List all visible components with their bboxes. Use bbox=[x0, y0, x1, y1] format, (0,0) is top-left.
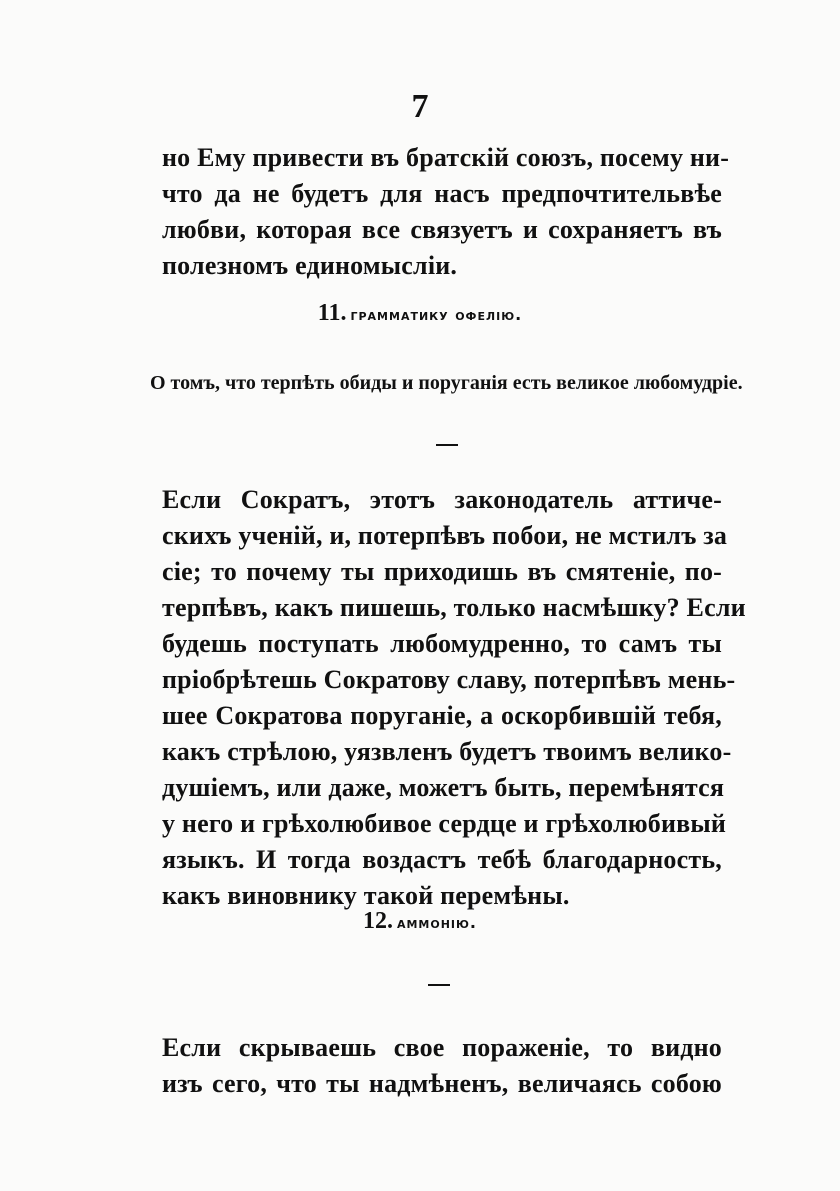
text-line: что да не будетъ для насъ предпочтительвѣе bbox=[162, 179, 722, 208]
text-line: Если Сократъ, этотъ законодатель аттиче- bbox=[162, 485, 722, 514]
page-number: 7 bbox=[411, 88, 429, 125]
letter-12-body bbox=[162, 1030, 722, 1102]
letter-12-heading bbox=[0, 908, 840, 935]
text-line: скихъ ученій, и, потерпѣвъ побои, не мстилъ за bbox=[162, 521, 728, 550]
text-line: языкъ. И тогда воздастъ тебѣ благодарность, bbox=[162, 845, 722, 874]
letter-11-heading bbox=[0, 300, 840, 327]
letter-number: 11. bbox=[317, 300, 347, 326]
text-line: какъ стрѣлою, уязвленъ будетъ твоимъ велико- bbox=[162, 737, 732, 766]
text-line: но Ему привести въ братскій союзъ, посему ни- bbox=[162, 143, 730, 172]
text-line: пріобрѣтешь Сократову славу, потерпѣвъ мень- bbox=[162, 665, 736, 694]
text-line: любви, которая все связуетъ и сохраняетъ въ bbox=[162, 215, 722, 244]
text-line: будешь поступать любомудренно, то самъ ты bbox=[162, 629, 722, 658]
text-line: изъ сего, что ты надмѣненъ, величаясь собою bbox=[162, 1069, 722, 1098]
letter-addressee: грамматику офелію. bbox=[350, 305, 523, 324]
separator-dash bbox=[436, 444, 458, 446]
letter-addressee: аммонію. bbox=[396, 913, 478, 932]
text-line: какъ виновнику такой перемѣны. bbox=[162, 881, 570, 910]
text-line: Если скрываешь свое пораженіе, то видно bbox=[162, 1033, 722, 1062]
text-line: терпѣвъ, какъ пишешь, только насмѣшку? Если bbox=[162, 593, 746, 622]
letter-11-subtitle: О томъ, что терпѣть обиды и поруганія есть великое любомудріе. bbox=[150, 372, 743, 394]
letter-number: 12. bbox=[362, 908, 393, 934]
separator-dash bbox=[428, 984, 450, 986]
text-line: шее Сократова поруганіе, а оскорбившій тебя, bbox=[162, 701, 722, 730]
text-line: душіемъ, или даже, можетъ быть, перемѣнятся bbox=[162, 773, 725, 802]
text-line: сіе; то почему ты приходишь въ смятеніе, по- bbox=[162, 557, 722, 586]
top-paragraph bbox=[162, 140, 730, 284]
text-line: полезномъ единомысліи. bbox=[162, 251, 458, 280]
letter-11-body bbox=[162, 482, 746, 914]
text-line: у него и грѣхолюбивое сердце и грѣхолюбивый bbox=[162, 809, 727, 838]
